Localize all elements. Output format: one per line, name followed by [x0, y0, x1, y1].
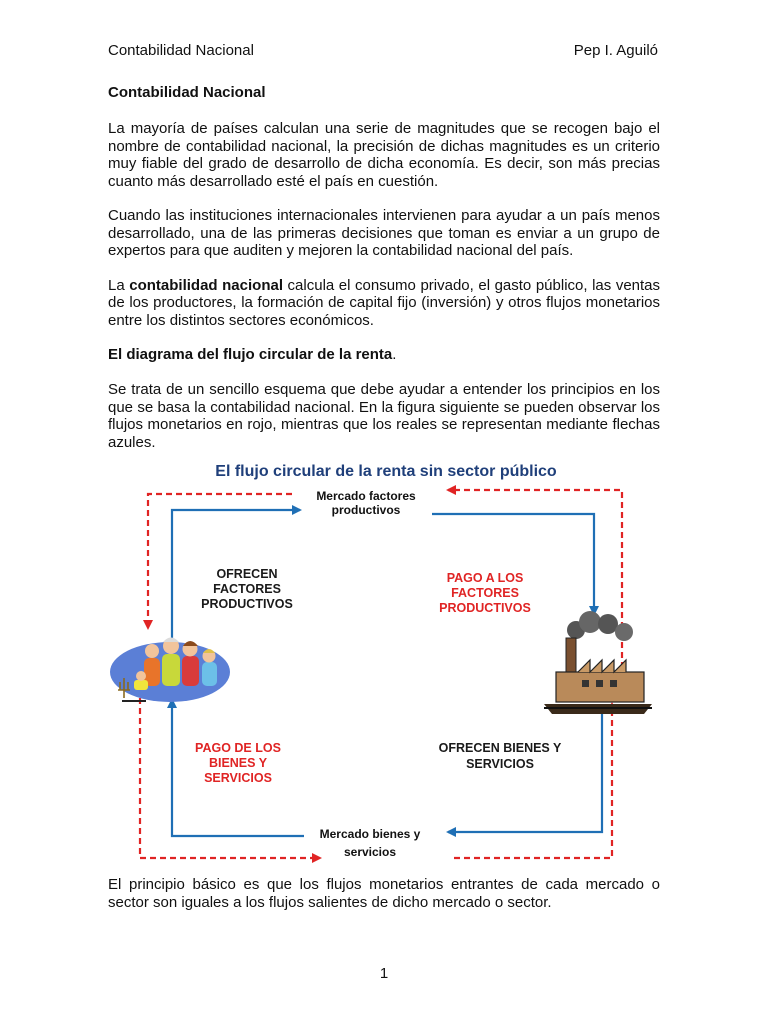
bottom-market-line-2: servicios [343, 845, 397, 859]
section-heading-text: El diagrama del flujo circular de la renta [108, 346, 393, 363]
paragraph-2: Cuando las instituciones internacionales intervienen para ayudar a un país menos desarrollado, una de las primeras decisiones que toman es enviar a un grupo de expertos para que auditen y mejoren la contabilidad nacional del país. [108, 207, 660, 259]
real-arrow-bottom-right [448, 714, 602, 832]
factory-icon [544, 611, 652, 714]
top-left-line-1: OFRECEN [216, 567, 278, 581]
bottom-right-line-2: SERVICIOS [466, 757, 534, 771]
document-title: Contabilidad Nacional [108, 84, 266, 101]
bottom-right-line-1: OFRECEN BIENES Y [438, 741, 562, 755]
circular-flow-diagram [104, 452, 664, 872]
paragraph-3 [108, 277, 660, 330]
real-flow-arrows [172, 510, 602, 836]
top-left-line-3: PRODUCTIVOS [201, 597, 293, 611]
top-right-line-3: PRODUCTIVOS [439, 601, 531, 615]
document-body [108, 84, 660, 468]
bottom-left-line-2: BIENES Y [208, 756, 268, 770]
top-market-line-2: productivos [331, 503, 401, 517]
bottom-left-line-1: PAGO DE LOS [195, 741, 281, 755]
paragraph-3-bold: contabilidad nacional [129, 276, 283, 294]
diagram-svg [104, 452, 664, 872]
family-icon [110, 638, 230, 703]
paragraph-4: Se trata de un sencillo esquema que debe ayudar a entender los principios en los que se basa la contabilidad nacional. En la figura siguiente se pueden observar los flujos monetarios en rojo, mientras que los reales se representan mediante flechas azules. [108, 381, 660, 451]
top-right-line-2: FACTORES [451, 586, 519, 600]
section-heading [108, 346, 660, 364]
top-market-line-1: Mercado factores [316, 489, 416, 503]
top-left-line-2: FACTORES [213, 582, 281, 596]
monetary-arrow-bottom-right [454, 704, 612, 858]
diagram-title: El flujo circular de la renta sin sector público [215, 463, 557, 480]
header-right: Pep I. Aguiló [573, 42, 658, 59]
section-heading-punct: . [392, 346, 397, 363]
paragraph-1: La mayoría de países calculan una serie de magnitudes que se recogen bajo el nombre de contabilidad nacional, la precisión de dichas magnitudes es un criterio muy fiable del grado de desarrollo de dicha economía. Es decir, son más precias cuanto más desarrollado esté el país en cuestión. [108, 120, 660, 190]
paragraph-5: El principio básico es que los flujos monetarios entrantes de cada mercado o sector son iguales a los flujos salientes de dicho mercado o sector. [108, 876, 660, 911]
top-right-line-1: PAGO A LOS [446, 571, 524, 585]
header-left: Contabilidad Nacional [108, 42, 254, 59]
quadrant-labels [195, 567, 562, 785]
closing-text [108, 876, 660, 928]
page-number: 1 [379, 965, 389, 982]
paragraph-3-start: La [108, 276, 130, 294]
paragraph-3-end: calcula el consumo privado, el gasto público, las ventas de los productores, la formación de capital fijo (inversión) y otros flujos monetarios entre los distintos sectores económicos. [108, 276, 661, 329]
bottom-left-line-3: SERVICIOS [204, 771, 272, 785]
bottom-market-line-1: Mercado bienes y [319, 827, 421, 841]
